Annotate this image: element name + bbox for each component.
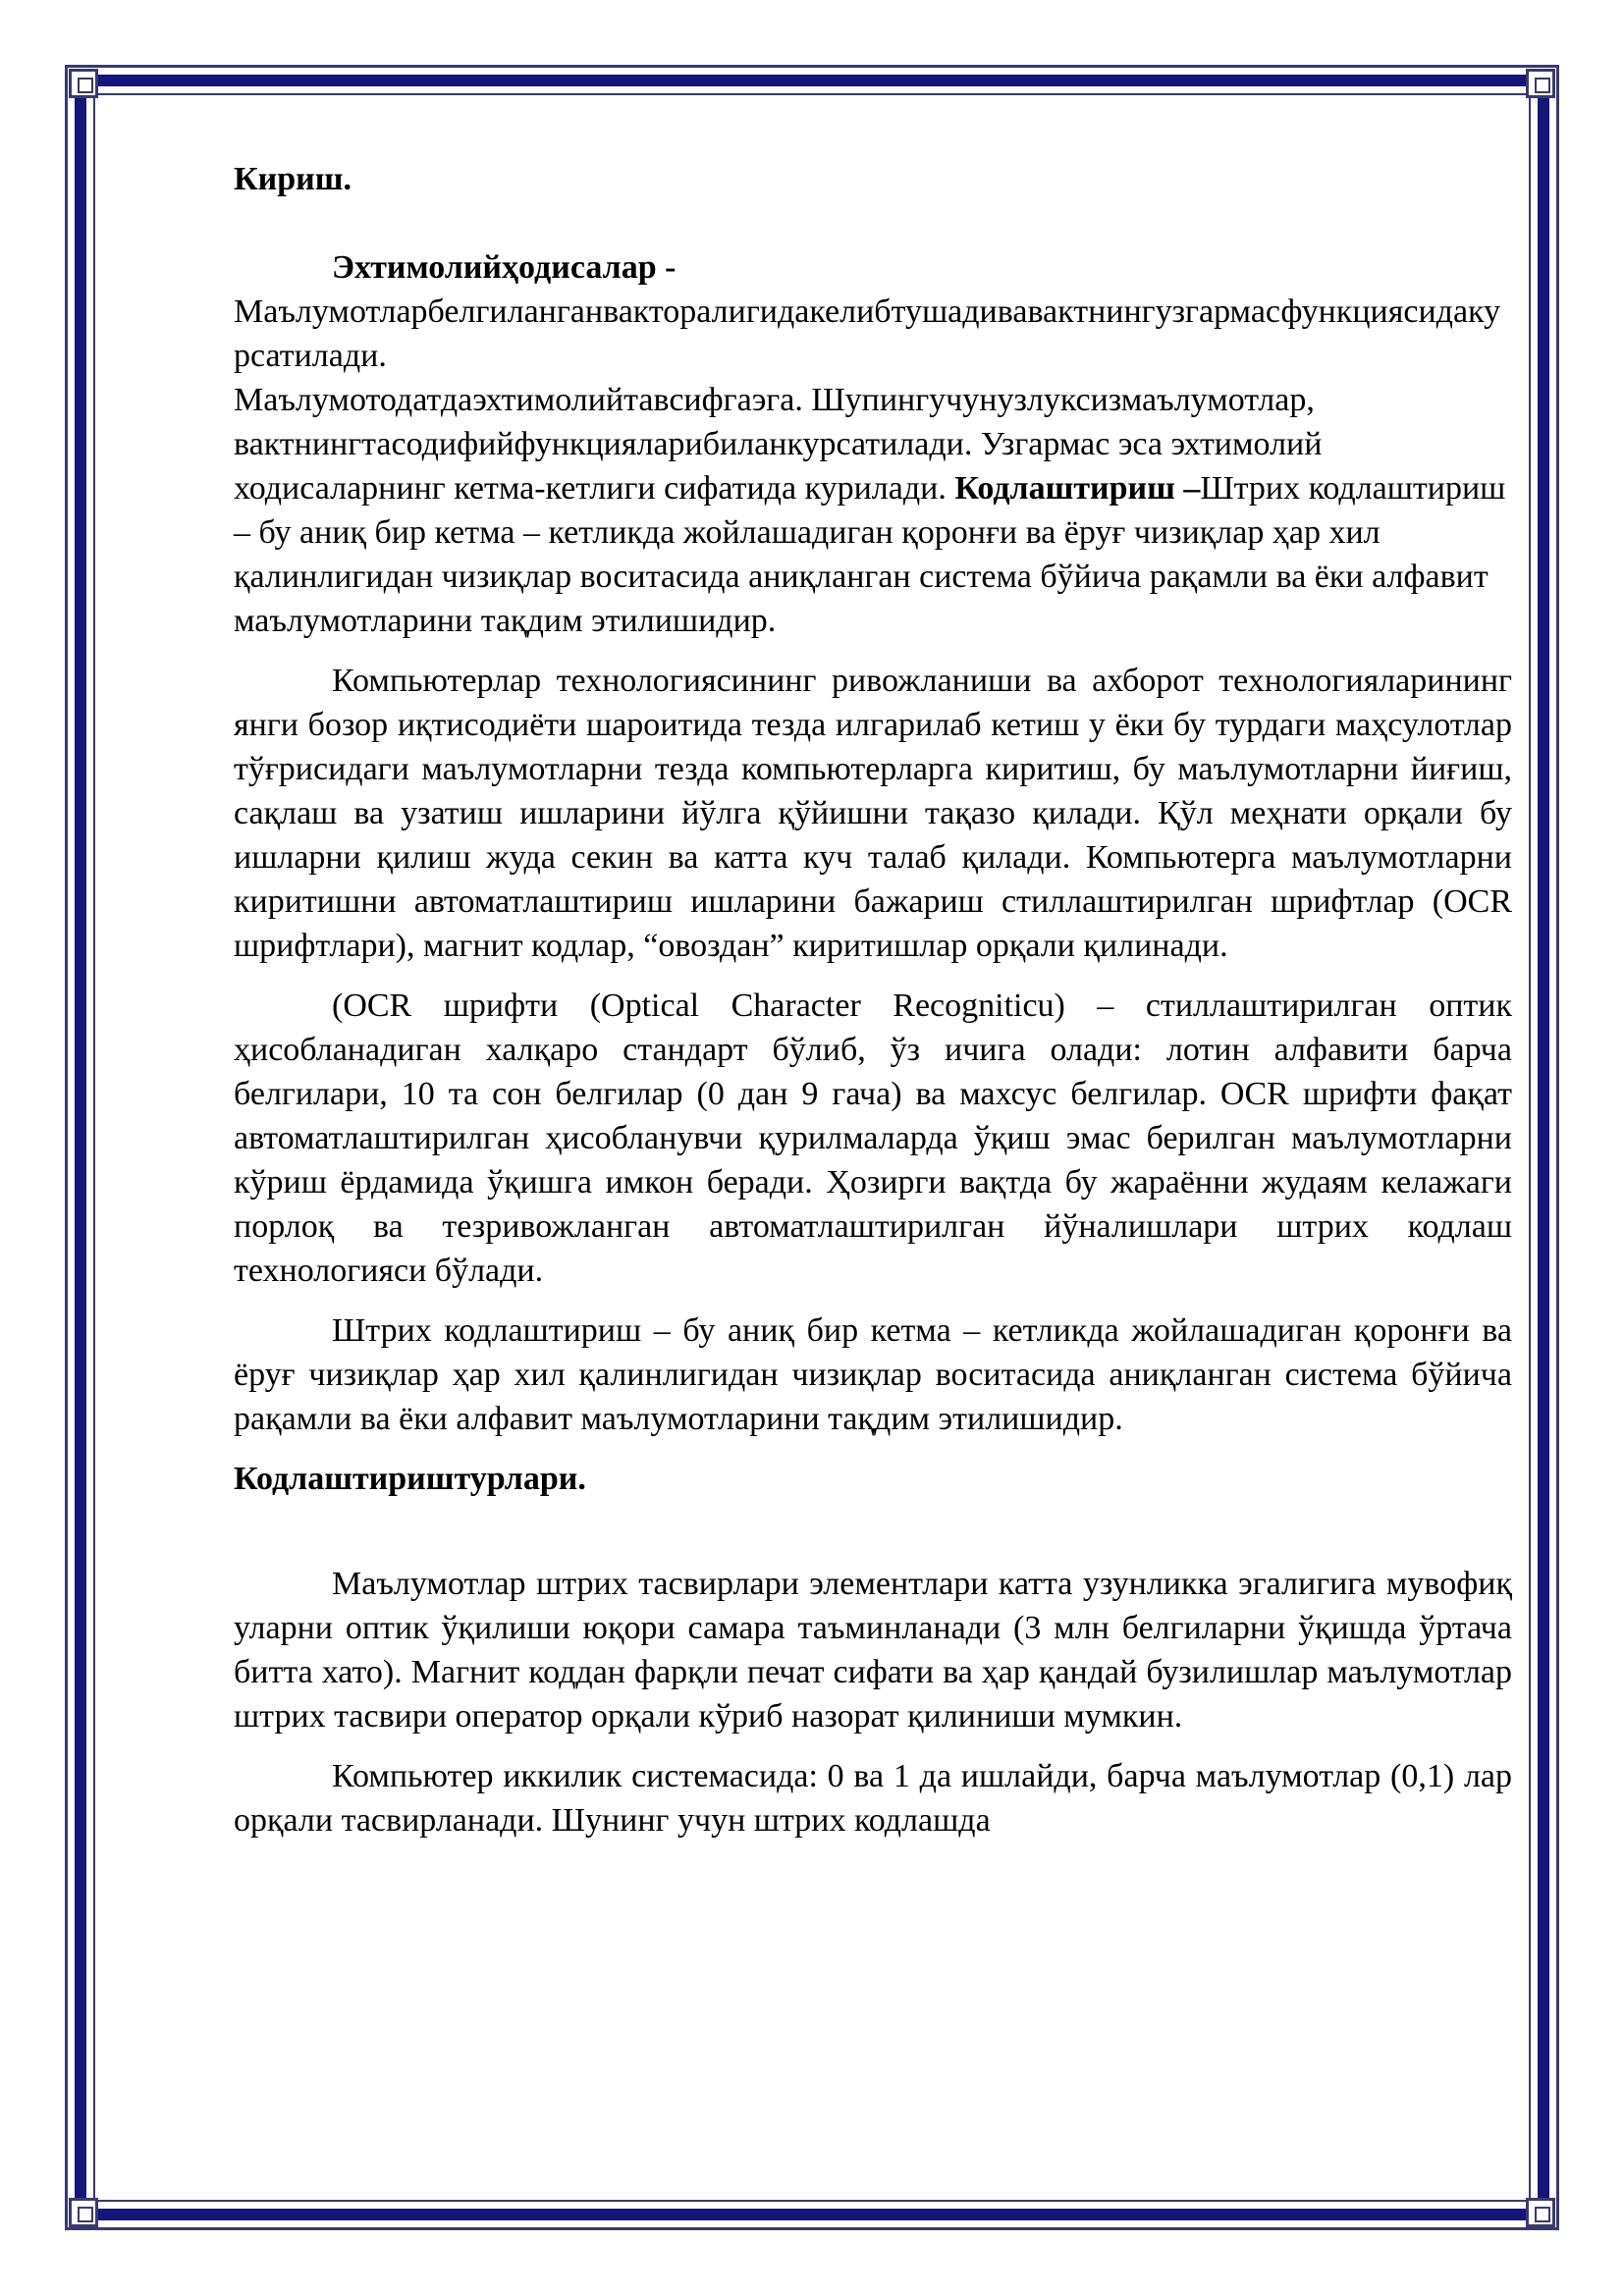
term-coding: Кодлаштириш –	[954, 470, 1201, 507]
border-corner-ornament	[1526, 2198, 1555, 2227]
border-corner-ornament	[69, 69, 98, 98]
paragraph-barcode-advantages: Маълумотлар штрих тасвирлари элементлари катта узунликка эгалигига мувофиқ уларни оптик ўқилиши юқори самара таъминланади (3 млн белгиларни ўқишда ўртача битта хато). Магнит коддан фарқли печат сифати ва ҳар қандай бузилишлар маълумотлар штрих тасвири оператор орқали кўриб назорат қилиниши мумкин.	[234, 1566, 1512, 1735]
heading-coding-types: Кодлаштириштурлари.	[234, 1461, 586, 1497]
heading-introduction: Кириш.	[234, 161, 352, 197]
paragraph-computer-technologies: Компьютерлар технологиясининг ривожланиши ва ахборот технологияларининг янги бозор иқтисодиёти шароитида тезда илгарилаб кетиш у ёки бу турдаги маҳсулотлар тўғрисидаги маълумотларни тезда компьютерларга киритиш, бу маълумотларни йиғиш, сақлаш ва узатиш ишларини йўлга қўйишни тақазо қилади. Қўл меҳнати орқали бу ишларни қилиш жуда секин ва катта куч талаб қилади. Компьютерга маълумотларни киритишни автоматлаштириш ишларини бажариш стиллаштирилган шрифтлар (OCR шрифтлари), магнит кодлар, “овоздан” киритишлар орқали қилинади.	[234, 663, 1512, 964]
border-corner-ornament	[69, 2198, 98, 2227]
term-probabilistic-events: Эхтимолийҳодисалар	[332, 249, 657, 286]
run-on-text: Маълумотларбелгиланганвакторалигидакелибтушадивавактнингузгармасфункциясидакурсатилади.	[234, 294, 1501, 374]
document-body	[234, 157, 1512, 1842]
paragraph-ocr-font: (OCR шрифти (Optical Character Recogniticu) – стиллаштирилган оптик ҳисобланадиган халқаро стандарт бўлиб, ўз ичига олади: лотин алфавити барча белгилари, 10 та сон белгилар (0 дан 9 гача) ва махсус белгилар. OCR шрифти фақат автоматлаштирилган ҳисобланувчи қурилмаларда ўқиш эмас берилган маълумотларни кўриш ёрдамида ўқишга имкон беради. Ҳозирги вақтда бу жараённи жудаям келажаги порлоқ ва тезривожланган автоматлаштирилган йўналишлари штрих кодлаш технологияси бўлади.	[234, 988, 1512, 1289]
border-corner-ornament	[1526, 69, 1555, 98]
paragraph-binary-system: Компьютер иккилик системасида: 0 ва 1 да ишлайди, барча маълумотлар (0,1) лар орқали тасвирланади. Шунинг учун штрих кодлашда	[234, 1758, 1512, 1839]
paragraph-barcode-definition: Штрих кодлаштириш – бу аниқ бир кетма – кетликда жойлашадиган қоронғи ва ёруғ чизиқлар ҳар хил қалинлигидан чизиқлар воситасида аниқланган система бўйича рақамли ва ёки алфавит маълумотларини тақдим этилишидир.	[234, 1312, 1512, 1437]
paragraph-probabilistic-events: Эхтимолийҳодисалар - Маълумотларбелгиланганвакторалигидакелибтушадивавактнингузгармасфункциясидакурсатилади. Маълумотодатдаэхтимолийтавсифгаэга. Шупингучунузлуксизмаълумотлар, вактнингтасодифийфункцияларибиланкурсатилади. Узгармас эса эхтимолий ходисаларнинг кетма-кетлиги сифатида курилади. Кодлаштириш –Штрих кодлаштириш – бу аниқ бир кетма – кетликда жойлашадиган қоронғи ва ёруғ чизиқлар ҳар хил қалинлигидан чизиқлар воситасида аниқланган система бўйича рақамли ва ёки алфавит маълумотларини тақдим этилишидир.	[234, 245, 1512, 643]
